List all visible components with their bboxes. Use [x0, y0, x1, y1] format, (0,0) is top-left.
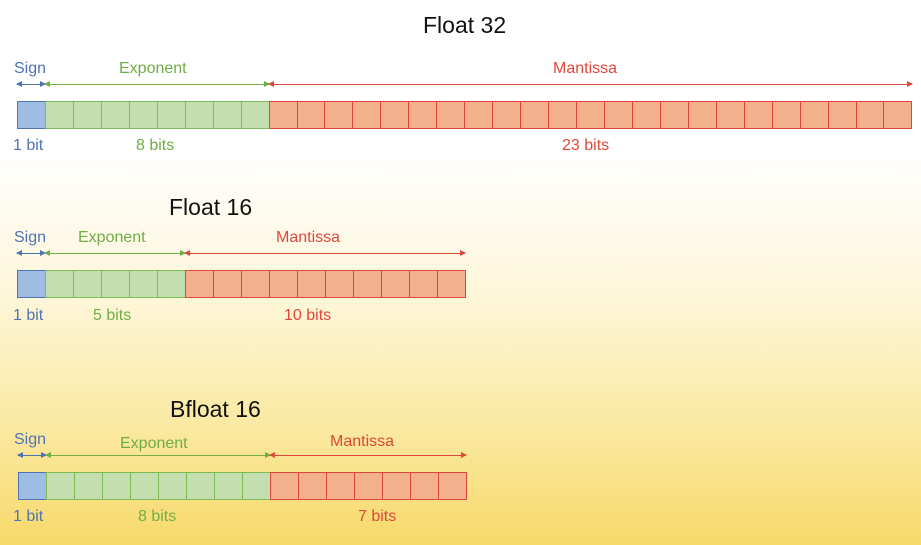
- mantissa-bit: [660, 101, 689, 129]
- mantissa-bit: [828, 101, 857, 129]
- exponent-bit: [185, 101, 214, 129]
- mantissa-span-arrow: [269, 84, 912, 85]
- mantissa-bit: [324, 101, 353, 129]
- mantissa-bit: [632, 101, 661, 129]
- exponent-bit: [45, 270, 74, 298]
- mantissa-bits-label: 7 bits: [358, 508, 397, 525]
- mantissa-span-arrow: [270, 455, 466, 456]
- exponent-bit: [241, 101, 270, 129]
- mantissa-label: Mantissa: [553, 60, 618, 77]
- exponent-bits-label: 8 bits: [136, 137, 175, 154]
- format-title: Float 16: [169, 194, 253, 220]
- mantissa-bit: [492, 101, 521, 129]
- sign-bits-label: 1 bit: [13, 307, 44, 324]
- exponent-bit: [73, 101, 102, 129]
- exponent-bit: [213, 101, 242, 129]
- exponent-span-arrow: [45, 84, 269, 85]
- mantissa-bit: [297, 270, 326, 298]
- mantissa-bit: [464, 101, 493, 129]
- mantissa-label: Mantissa: [276, 229, 341, 246]
- exponent-bit: [130, 472, 159, 500]
- sign-span-arrow: [17, 253, 45, 254]
- mantissa-bit: [381, 270, 410, 298]
- sign-bit: [17, 270, 46, 298]
- exponent-bit: [157, 101, 186, 129]
- exponent-span-arrow: [45, 253, 185, 254]
- exponent-bit: [74, 472, 103, 500]
- mantissa-bit: [436, 101, 465, 129]
- sign-bit: [18, 472, 47, 500]
- exponent-bit: [158, 472, 187, 500]
- mantissa-bit: [213, 270, 242, 298]
- exponent-span-arrow: [46, 455, 270, 456]
- mantissa-bit: [297, 101, 325, 129]
- mantissa-bit: [744, 101, 773, 129]
- mantissa-bit: [410, 472, 439, 500]
- exponent-bit: [73, 270, 102, 298]
- exponent-bit: [214, 472, 243, 500]
- mantissa-bit: [883, 101, 912, 129]
- mantissa-bit: [325, 270, 354, 298]
- exponent-label: Exponent: [120, 435, 188, 452]
- mantissa-bit: [241, 270, 270, 298]
- bit-row: [17, 101, 912, 129]
- sign-label: Sign: [14, 431, 47, 448]
- mantissa-bit: [380, 101, 409, 129]
- sign-span-arrow: [18, 455, 46, 456]
- mantissa-bit: [716, 101, 745, 129]
- exponent-bits-label: 5 bits: [93, 307, 132, 324]
- sign-label: Sign: [14, 229, 47, 246]
- mantissa-bit: [856, 101, 884, 129]
- sign-bit: [17, 101, 46, 129]
- mantissa-bit: [269, 101, 298, 129]
- bit-row: [18, 472, 467, 500]
- exponent-bit: [45, 101, 74, 129]
- format-title: Float 32: [423, 12, 507, 38]
- bit-row: [17, 270, 466, 298]
- exponent-bit: [157, 270, 186, 298]
- sign-bits-label: 1 bit: [13, 508, 44, 525]
- sign-label: Sign: [14, 60, 47, 77]
- sign-span-arrow: [17, 84, 45, 85]
- mantissa-bit: [437, 270, 466, 298]
- mantissa-bit: [800, 101, 829, 129]
- mantissa-bit: [185, 270, 214, 298]
- mantissa-bit: [688, 101, 717, 129]
- mantissa-bit: [269, 270, 298, 298]
- mantissa-bit: [382, 472, 411, 500]
- mantissa-bit: [576, 101, 605, 129]
- mantissa-bit: [270, 472, 299, 500]
- exponent-bit: [129, 101, 158, 129]
- exponent-label: Exponent: [119, 60, 187, 77]
- mantissa-span-arrow: [185, 253, 465, 254]
- mantissa-bit: [520, 101, 549, 129]
- exponent-bits-label: 8 bits: [138, 508, 177, 525]
- exponent-bit: [102, 472, 131, 500]
- mantissa-bits-label: 10 bits: [284, 307, 332, 324]
- mantissa-bit: [548, 101, 577, 129]
- sign-bits-label: 1 bit: [13, 137, 44, 154]
- exponent-bit: [101, 101, 130, 129]
- mantissa-bits-label: 23 bits: [562, 137, 610, 154]
- format-title: Bfloat 16: [170, 396, 261, 422]
- exponent-bit: [242, 472, 271, 500]
- mantissa-bit: [326, 472, 355, 500]
- exponent-bit: [186, 472, 215, 500]
- exponent-bit: [129, 270, 158, 298]
- mantissa-bit: [604, 101, 633, 129]
- mantissa-bit: [772, 101, 801, 129]
- mantissa-bit: [409, 270, 438, 298]
- mantissa-bit: [352, 101, 381, 129]
- mantissa-bit: [354, 472, 383, 500]
- mantissa-bit: [438, 472, 467, 500]
- mantissa-bit: [408, 101, 437, 129]
- exponent-bit: [101, 270, 130, 298]
- exponent-label: Exponent: [78, 229, 146, 246]
- mantissa-bit: [298, 472, 327, 500]
- exponent-bit: [46, 472, 75, 500]
- mantissa-bit: [353, 270, 382, 298]
- mantissa-label: Mantissa: [330, 433, 395, 450]
